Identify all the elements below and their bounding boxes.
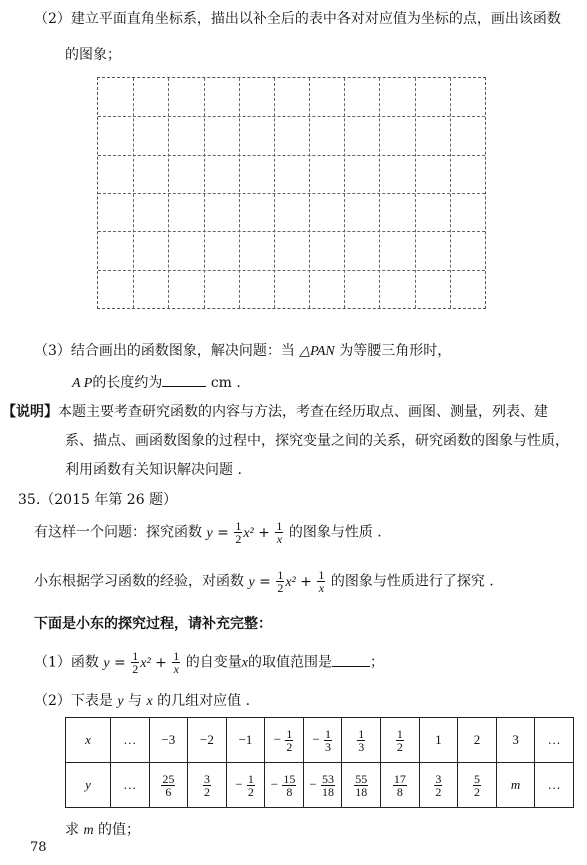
formula-fraction-half [276,569,284,594]
table-row-x [66,718,574,763]
minus-sign: − [309,775,320,791]
intro-line2 [34,569,494,594]
grid-horizontal-line [98,116,485,117]
intro1-prefix: 有这样一个问题：探究函数 [34,524,202,541]
q3-ap: A P [72,376,93,391]
fraction-numerator: 1 [286,726,293,741]
coordinate-grid [97,77,486,309]
function-formula [206,519,284,546]
fraction-numerator: 1 [132,649,139,663]
fraction-denominator: 2 [247,784,254,799]
cell-value: … [123,777,137,792]
cell-fraction [161,773,175,798]
cell-value: 2 [473,732,481,747]
s2-suffix: 的几组对应值 . [157,693,251,709]
ask-suffix: 的值； [98,822,141,838]
table-cell [342,718,381,763]
cell-value: 1 [435,732,442,747]
fraction-numerator: 55 [355,771,368,786]
grid-horizontal-line [98,231,485,232]
table-cell [265,718,304,763]
formula-y: y [206,525,213,541]
fraction-denominator: 2 [396,739,403,754]
fraction-numerator: 1 [235,519,242,533]
table-cell [303,718,342,763]
s1-x: x [241,655,248,671]
q3-text-part1: （3）结合画出的函数图象，解决问题：当 [34,343,295,359]
ask-line [65,819,140,839]
cell-fraction [247,773,255,798]
s1-mid: 的自变量 [185,654,242,671]
fraction-numerator: 5 [473,771,480,786]
grid-vertical-line [274,78,275,308]
formula-fraction-half [131,650,139,675]
formula-plus: + [253,524,275,541]
cell-fraction [324,728,332,753]
fraction-denominator: 2 [473,784,480,799]
cell-fraction [396,728,404,753]
formula-fraction-reciprocal [172,650,180,675]
q2-line2: 的图象； [65,47,121,63]
ask-m: m [83,823,94,838]
table-cell [149,763,188,808]
cell-value: … [547,777,561,792]
minus-sign: − [235,775,246,791]
table-cell [496,718,535,763]
table-cell [419,763,458,808]
fraction-denominator: 8 [396,784,403,799]
cell-value: −1 [238,732,253,747]
table-cell [535,718,574,763]
formula-fraction-reciprocal [275,520,283,545]
bold-instruction: 下面是小东的探究过程，请补充完整： [34,616,272,632]
formula-fraction-reciprocal [317,569,325,594]
table-cell [188,763,227,808]
grid-horizontal-line [98,155,485,156]
table-cell [381,763,420,808]
s1-suffix: 的取值范围是 [247,654,332,671]
table-cell [303,763,342,808]
cell-fraction [203,773,211,798]
cell-value: … [547,732,561,747]
problem-35-header: 35.（2015 年第 26 题） [18,492,178,508]
fraction-denominator: 18 [355,784,368,799]
formula-x-squared: x² [285,574,296,590]
fraction-numerator: 15 [283,771,296,786]
answer-blank-domain[interactable] [332,654,370,667]
fraction-denominator: 2 [132,662,139,676]
s1-prefix: （1）函数 [34,654,99,671]
fraction-numerator: 1 [276,519,283,533]
intro2-suffix: 的图象与性质进行了探究 . [330,573,494,590]
fraction-denominator: x [173,662,179,676]
formula-x-squared: x² [243,525,254,541]
cell-value: −2 [200,732,214,747]
formula-eq: = [109,654,131,671]
cell-fraction [285,728,293,753]
subq2-line [34,690,250,710]
formula-eq: = [212,524,234,541]
table-header-cell [66,763,111,808]
note-line3: 利用函数有关知识解决问题 . [65,462,242,478]
grid-vertical-line [379,78,380,308]
fraction-denominator: 3 [324,739,331,754]
answer-blank-ap[interactable] [162,374,206,387]
fraction-numerator: 1 [396,726,403,741]
minus-sign: − [273,730,285,746]
table-cell [111,763,150,808]
s2-y: y [117,694,124,709]
table-cell [419,718,458,763]
minus-sign: − [270,775,282,791]
fraction-numerator: 1 [277,568,284,582]
s1-end: ； [369,654,384,671]
table-cell [342,763,381,808]
formula-y: y [103,655,110,671]
fraction-denominator: 6 [165,784,172,799]
grid-vertical-line [309,78,310,308]
formula-eq: = [254,573,276,590]
page-number: 78 [30,840,47,855]
table-cell [381,718,420,763]
s2-prefix: （2）下表是 [34,693,113,709]
table-cell [149,718,188,763]
note-line1 [2,401,548,421]
s2-x: x [146,694,153,709]
grid-vertical-line [415,78,416,308]
cell-value: m [510,777,521,792]
fraction-denominator: 2 [435,784,442,799]
fraction-denominator: 2 [286,739,293,754]
grid-horizontal-line [98,193,485,194]
table-cell [265,763,304,808]
grid-vertical-line [168,78,169,308]
note-label: 【说明】 [2,404,58,420]
formula-x-squared: x² [140,655,151,671]
grid-vertical-line [204,78,205,308]
table-cell [111,718,150,763]
grid-vertical-line [239,78,240,308]
table-row-y [66,763,574,808]
note-line2: 系、描点、画函数图象的过程中，探究变量之间的关系，研究函数的图象与性质， [65,433,569,449]
fraction-numerator: 53 [321,771,334,786]
cell-fraction [357,728,365,753]
ask-prefix: 求 [65,822,79,838]
intro1-suffix: 的图象与性质 . [288,524,382,541]
grid-horizontal-line [98,270,485,271]
grid-vertical-line [344,78,345,308]
fraction-denominator: 3 [358,739,365,754]
cell-value: y [85,777,91,792]
table-header-cell [66,718,111,763]
fraction-numerator: 1 [358,726,365,741]
cell-fraction [354,773,368,798]
fraction-denominator: x [276,532,283,546]
function-formula [103,649,181,676]
table-cell [226,718,265,763]
cell-fraction [473,773,481,798]
fraction-numerator: 3 [435,771,442,786]
table-cell [458,718,497,763]
cell-fraction [393,773,407,798]
cell-value: 3 [512,732,519,747]
fraction-numerator: 3 [203,771,210,786]
table-cell [458,763,497,808]
q3-text-part2: 为等腰三角形时， [339,343,452,359]
minus-sign: − [312,730,323,746]
cell-value: … [123,732,137,747]
function-formula [248,568,326,595]
q3-triangle: △PAN [299,344,335,359]
q3-line1 [34,340,451,360]
note-text1: 本题主要考查研究函数的内容与方法，考查在经历取点、画图、测量，列表、建 [58,404,548,420]
table-cell [226,763,265,808]
fraction-numerator: 25 [162,771,175,786]
formula-fraction-half [234,520,242,545]
formula-plus: + [150,654,172,671]
intro2-prefix: 小东根据学习函数的经验，对函数 [34,573,244,590]
table-cell [535,763,574,808]
cell-fraction [321,773,335,798]
fraction-denominator: x [318,581,325,595]
cell-value: x [85,732,91,747]
fraction-denominator: 2 [203,784,210,799]
cell-fraction [434,773,442,798]
fraction-denominator: 8 [286,784,293,799]
grid-vertical-line [133,78,134,308]
fraction-denominator: 2 [277,581,284,595]
value-table [65,717,574,808]
cell-fraction [282,773,296,798]
fraction-numerator: 1 [324,726,331,741]
s2-mid: 与 [128,693,143,709]
table-cell [496,763,535,808]
formula-y: y [248,574,255,590]
cell-value: −3 [161,732,176,747]
q3-unit: cm . [210,375,241,391]
intro-line1 [34,520,382,545]
fraction-numerator: 1 [318,568,325,582]
formula-plus: + [295,573,317,590]
q3-ap-suffix: 的长度约为 [92,375,163,391]
grid-vertical-line [450,78,451,308]
subq1-line [34,650,384,675]
fraction-numerator: 17 [393,771,406,786]
q2-line1: （2）建立平面直角坐标系，描出以补全后的表中各对对应值为坐标的点，画出该函数 [34,11,561,27]
q3-line2 [72,372,241,392]
table-cell [188,718,227,763]
fraction-denominator: 18 [321,784,334,799]
fraction-numerator: 1 [247,771,254,786]
fraction-denominator: 2 [235,532,242,546]
fraction-numerator: 1 [173,649,180,663]
